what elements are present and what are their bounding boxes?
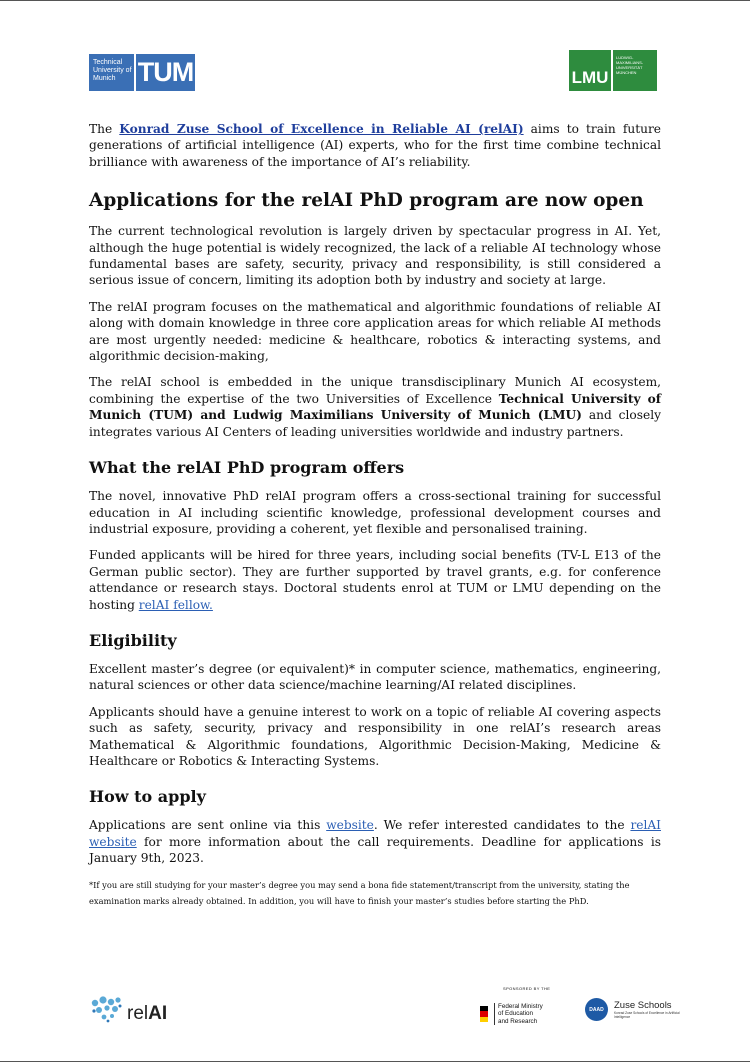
- daad-icon: DAAD: [585, 998, 608, 1021]
- relai-website-link[interactable]: relAI website: [89, 818, 661, 849]
- zuse-schools-subtitle: Konrad Zuse Schools of Excellence in Artificial Intelligence: [614, 1011, 680, 1019]
- sponsored-by-label: SPONSORED BY THE: [503, 986, 551, 991]
- bmbf-line-1: Federal Ministry: [498, 1003, 543, 1010]
- heading-eligibility: Eligibility: [89, 630, 177, 650]
- heading-how-to-apply: How to apply: [89, 787, 206, 807]
- school-link[interactable]: Konrad Zuse School of Excellence in Reliable AI (relAI): [119, 122, 524, 136]
- paragraph-interest: Applicants should have a genuine interest to work on a topic of reliable AI covering aspects such as safety, security, privacy and responsibility in one relAI’s research areas Mathematical & Algorithmic foundations, Algorithmic Decision-Making, Medicine & Healthcare or Robotics & Interacting Systems.: [89, 704, 661, 768]
- intro-paragraph: [89, 121, 661, 170]
- lmu-logo-mark: LMU: [569, 50, 611, 91]
- paragraph-revolution: The current technological revolution is largely driven by spectacular progress in AI. Yet, although the huge potential is widely recognized, the lack of a reliable AI technology whose fundamental bases are safety, security, privacy and responsibility, is still considered a serious issue of concern, limiting its adoption both by industry and society at large.: [89, 224, 661, 288]
- apply-text-b: . We refer interested candidates to the: [373, 818, 631, 833]
- paragraph-funding: [89, 547, 661, 613]
- apply-text-a: Applications are sent online via this: [89, 818, 327, 833]
- tum-logo-mark: TUM: [136, 54, 195, 91]
- zuse-schools-logo: [585, 998, 684, 1021]
- bmbf-logo: [480, 986, 575, 1025]
- paragraph-ecosystem: [89, 374, 661, 440]
- eagle-flag-icon: [480, 1006, 488, 1022]
- lmu-logo: [569, 50, 657, 91]
- apply-text-c: for more information about the call requirements. Deadline for applications is January 9th, 2023.: [89, 834, 661, 866]
- ecosystem-text-a: The relAI school is embedded in the unique transdisciplinary Munich AI ecosystem, combining the expertise of the two Universities of Excellence: [89, 375, 661, 406]
- paragraph-degree: Excellent master’s degree (or equivalent)* in computer science, mathematics, engineering, natural sciences or other data science/machine learning/AI related disciplines.: [89, 661, 661, 693]
- relai-network-icon: [89, 995, 125, 1025]
- funding-text: Funded applicants will be hired for three years, including social benefits (TV-L E13 of the German public sector). They are further supported by travel grants, e.g. for conference attendance or research stays. Doctoral students enrol at TUM or LMU depending on the hosting: [89, 548, 661, 612]
- bmbf-line-3: and Research: [498, 1017, 538, 1025]
- document-body: [89, 121, 661, 909]
- website-link[interactable]: website: [326, 818, 374, 833]
- relai-ai: AI: [148, 1003, 168, 1024]
- heading-applications-open: Applications for the relAI PhD program are now open: [89, 190, 644, 212]
- intro-suffix: aims to train future generations of artificial intelligence (AI) experts, who for the first time combine technical brilliance with awareness of the importance of AI’s reliability.: [89, 122, 661, 169]
- relai-wordmark: [127, 1003, 167, 1025]
- intro-prefix: The: [89, 122, 120, 136]
- bmbf-name: [494, 1003, 543, 1025]
- lmu-logo-text: LUDWIG- MAXIMILIANS- UNIVERSITÄT MÜNCHEN: [613, 50, 657, 91]
- ecosystem-universities: Technical University of Munich (TUM) and Ludwig Maximilians University of Munich (LMU): [89, 391, 661, 423]
- heading-program-offers: What the relAI PhD program offers: [89, 458, 405, 478]
- zuse-schools-title: Zuse Schools: [614, 1000, 672, 1011]
- bmbf-line-2: of Education: [498, 1010, 534, 1018]
- tum-logo-text: Technical University of Munich: [89, 54, 134, 91]
- relai-logo: [89, 995, 167, 1025]
- tum-logo: [89, 54, 195, 91]
- paragraph-apply: [89, 817, 661, 866]
- paragraph-program-focus: The relAI program focuses on the mathematical and algorithmic foundations of reliable AI along with domain knowledge in three core application areas for which reliable AI methods are most urgently needed: medicine & healthcare, robotics & interacting systems, and algorithmic decision-making,: [89, 299, 661, 364]
- paragraph-training: The novel, innovative PhD relAI program offers a cross-sectional training for successful education in AI including scientific knowledge, professional development courses and industrial exposure, providing a coherent, yet flexible and personalised training.: [89, 489, 661, 536]
- relai-rel: rel: [127, 1003, 149, 1024]
- ecosystem-text-b: and closely integrates various AI Centers of leading universities worldwide and industry partners.: [89, 408, 661, 439]
- footnote: *If you are still studying for your master’s degree you may send a bona fide statement/transcript from the university, stating the examination marks already obtained. In addition, you will have to finish your master’s studies before starting the PhD.: [89, 879, 630, 906]
- relai-fellow-link[interactable]: relAI fellow.: [138, 597, 213, 612]
